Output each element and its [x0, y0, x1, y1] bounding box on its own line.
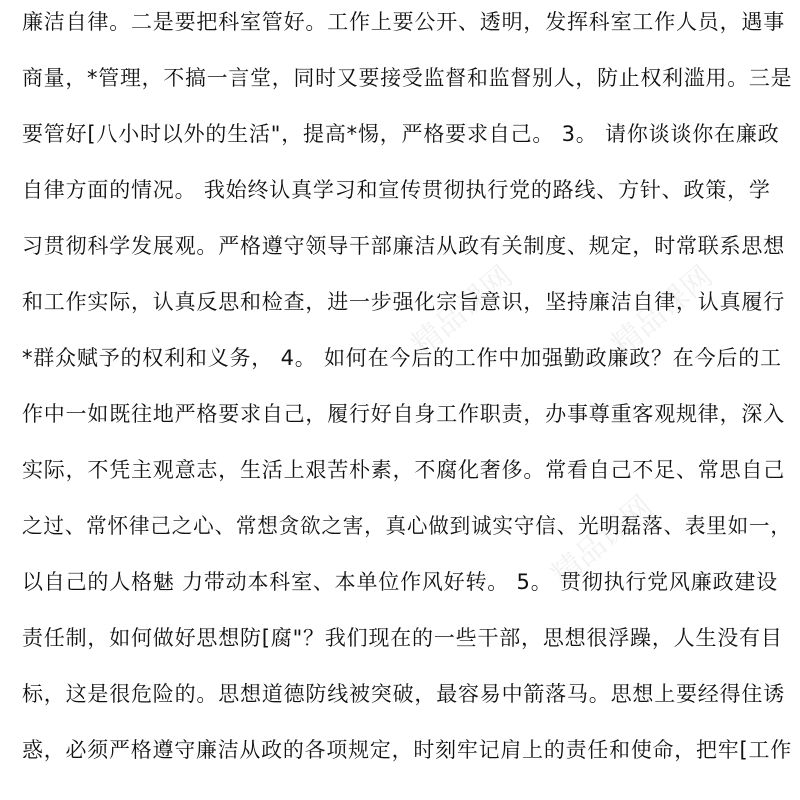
text-line: 自律方面的情况。 我始终认真学习和宣传贯彻执行党的路线、方针、政策，学: [22, 178, 771, 202]
text-line: 实际，不凭主观意志，生活上艰苦朴素，不腐化奢侈。常看自己不足、常思自己: [22, 458, 785, 482]
text-line: *群众赋予的权利和义务， 4。 如何在今后的工作中加强勤政廉政？在今后的工: [22, 346, 782, 370]
text-line: 惑，必须严格遵守廉洁从政的各项规定，时刻牢记肩上的责任和使命，把牢[工作: [22, 738, 792, 762]
watermark: 精品课网: [605, 258, 720, 363]
watermark: 精品课网: [405, 258, 520, 363]
text-line: 习贯彻科学发展观。严格遵守领导干部廉洁从政有关制度、规定，时常联系思想: [22, 234, 785, 258]
text-line: 标，这是很危险的。思想道德防线被突破，最容易中箭落马。思想上要经得住诱: [22, 682, 785, 706]
text-line: 责任制，如何做好思想防[腐"？我们现在的一些干部，思想很浮躁，人生没有目: [22, 626, 783, 650]
text-line: 作中一如既往地严格要求自己，履行好自身工作职责，办事尊重客观规律，深入: [22, 402, 785, 426]
watermark: 精品课网: [545, 488, 660, 593]
text-line: 以自己的人格魅 力带动本科室、本单位作风好转。 5。 贯彻执行党风廉政建设: [22, 570, 778, 594]
text-line: 要管好[八小时以外的生活"，提高*惕，严格要求自己。 3。 请你谈谈你在廉政: [22, 122, 780, 146]
text-line: 和工作实际，认真反思和检查，进一步强化宗旨意识，坚持廉洁自律，认真履行: [22, 290, 785, 314]
text-line: 之过、常怀律己之心、常想贪欲之害，真心做到诚实守信、光明磊落、表里如一，: [22, 514, 792, 538]
text-line: 廉洁自律。二是要把科室管好。工作上要公开、透明，发挥科室工作人员，遇事: [22, 10, 785, 34]
text-line: 商量，*管理，不搞一言堂，同时又要接受监督和监督别人，防止权利滥用。三是: [22, 66, 793, 90]
